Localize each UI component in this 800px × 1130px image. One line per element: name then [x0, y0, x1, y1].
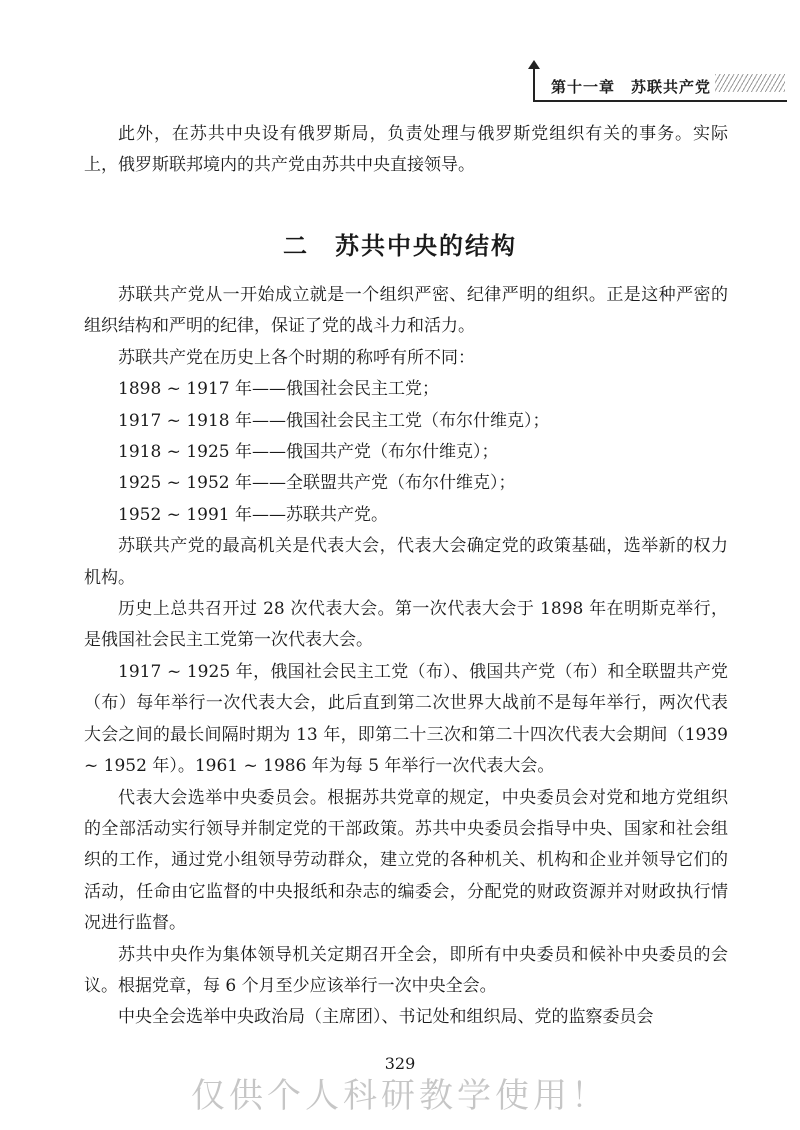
- section-title: 苏共中央的结构: [335, 232, 517, 260]
- paragraph-8: 中央全会选举中央政治局（主席团）、书记处和组织局、党的监察委员会: [118, 1007, 654, 1028]
- watermark: 仅供个人科研教学使用！: [191, 1076, 609, 1116]
- header-arrow-line: [533, 66, 535, 102]
- paragraph-7: 苏共中央作为集体领导机关定期召开全会，即所有中央委员和候补中央委员的会议。根据党章，每 6 个月至少应该举行一次中央全会。: [84, 944, 728, 996]
- chapter-label: 第十一章 苏联共产党: [551, 78, 712, 96]
- paragraph-5: 1917 ~ 1925 年，俄国社会民主工党（布）、俄国共产党（布）和全联盟共产党（布）每年举行一次代表大会，此后直到第二次世界大战前不是每年举行，两次代表大会之间的最长间隔时期为 13 年，即第二十三次和第二十四次代表大会期间（1939 ~ 1952 年）。1961 ~ 1986 年为每 5 年举行一次代表大会。: [84, 661, 728, 777]
- section-heading: [0, 226, 800, 261]
- name-list-item: 1925 ~ 1952 年——全联盟共产党（布尔什维克）；: [118, 473, 516, 494]
- intro-text: [84, 119, 728, 182]
- page-number: 329: [384, 1054, 416, 1073]
- paragraph-1: 苏联共产党从一开始成立就是一个组织严密、纪律严明的组织。正是这种严密的组织结构和严明的纪律，保证了党的战斗力和活力。: [84, 285, 728, 337]
- name-list-item: 1918 ~ 1925 年——俄国共产党（布尔什维克）；: [118, 442, 499, 463]
- paragraph-2: 苏联共产党在历史上各个时期的称呼有所不同：: [118, 347, 475, 368]
- paragraph-4: 历史上总共召开过 28 次代表大会。第一次代表大会于 1898 年在明斯克举行，是俄国社会民主工党第一次代表大会。: [84, 599, 728, 651]
- paragraph-3: 苏联共产党的最高机关是代表大会，代表大会确定党的政策基础，选举新的权力机构。: [84, 536, 728, 588]
- header-rule: [533, 100, 787, 102]
- intro-paragraph: 此外，在苏共中央设有俄罗斯局，负责处理与俄罗斯党组织有关的事务。实际上，俄罗斯联邦境内的共产党由苏共中央直接领导。: [84, 124, 728, 176]
- paragraph-6: 代表大会选举中央委员会。根据苏共党章的规定，中央委员会对党和地方党组织的全部活动实行领导并制定党的干部政策。苏共中央委员会指导中央、国家和社会组织的工作，通过党小组领导劳动群众，建立党的各种机关、机构和企业并领导它们的活动，任命由它监督的中央报纸和杂志的编委会，分配党的财政资源并对财政执行情况进行监督。: [84, 787, 728, 934]
- section-number: 二: [283, 232, 309, 260]
- up-arrow-icon: [528, 60, 540, 69]
- running-header: [525, 64, 787, 102]
- name-list-item: 1952 ~ 1991 年——苏联共产党。: [118, 504, 388, 525]
- name-list-item: 1917 ~ 1918 年——俄国社会民主工党（布尔什维克）；: [118, 410, 550, 431]
- body-text: [84, 280, 728, 1034]
- name-list-item: 1898 ~ 1917 年——俄国社会民主工党；: [118, 379, 439, 400]
- header-hatch-decoration: [715, 74, 785, 92]
